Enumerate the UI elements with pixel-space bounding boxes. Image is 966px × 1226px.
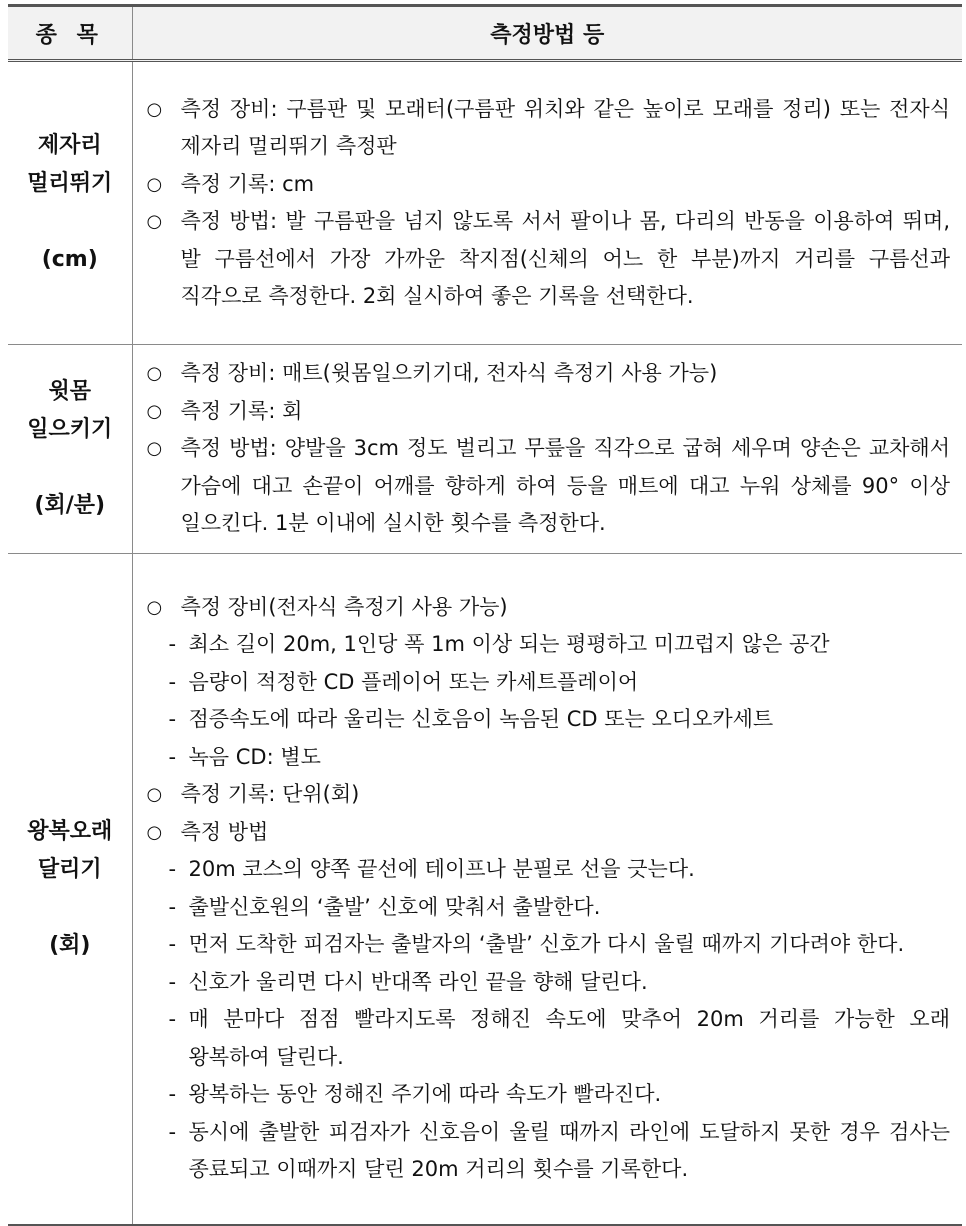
- list-item: ○ 측정 기록: cm: [147, 166, 951, 204]
- item-name-line: 일으키기: [27, 416, 113, 442]
- list-subitem: - 20m 코스의 양쪽 끝선에 테이프나 분필로 선을 긋는다.: [147, 851, 951, 889]
- item-name-line: 윗몸: [48, 378, 91, 404]
- list-subitem: - 최소 길이 20m, 1인당 폭 1m 이상 되는 평평하고 미끄럽지 않은 공간: [147, 626, 951, 664]
- list-subitem: - 출발신호원의 ‘출발’ 신호에 맞춰서 출발한다.: [147, 889, 951, 927]
- table-row: [8, 61, 962, 345]
- list-subitem: - 녹음 CD: 별도: [147, 739, 951, 777]
- list-item: ○ 측정 기록: 회: [147, 393, 951, 431]
- list-subitem: - 음량이 적정한 CD 플레이어 또는 카세트플레이어: [147, 664, 951, 702]
- list-item: ○ 측정 장비(전자식 측정기 사용 가능): [147, 589, 951, 627]
- list-item: ○ 측정 방법: 발 구름판을 넘지 않도록 서서 팔이나 몸, 다리의 반동을 이용하여 뛰며, 발 구름선에서 가장 가까운 착지점(신체의 어느 한 부분)까지 거리를 구름선과 직각으로 측정한다. 2회 실시하여 좋은 기록을 선택한다.: [147, 203, 951, 316]
- list-item: ○ 측정 방법: [147, 814, 951, 852]
- method-cell: [132, 61, 962, 345]
- item-cell: [8, 553, 132, 1225]
- method-cell: [132, 553, 962, 1225]
- list-subitem: - 점증속도에 따라 울리는 신호음이 녹음된 CD 또는 오디오카세트: [147, 701, 951, 739]
- list-item: ○ 측정 장비: 매트(윗몸일으키기대, 전자식 측정기 사용 가능): [147, 355, 951, 393]
- item-name-line: 달리기: [37, 856, 102, 882]
- list-subitem: - 먼저 도착한 피검자는 출발자의 ‘출발’ 신호가 다시 울릴 때까지 기다려야 한다.: [147, 926, 951, 964]
- list-subitem: - 왕복하는 동안 정해진 주기에 따라 속도가 빨라진다.: [147, 1076, 951, 1114]
- list-subitem: - 신호가 울리면 다시 반대쪽 라인 끝을 향해 달린다.: [147, 964, 951, 1002]
- list-item: ○ 측정 방법: 양발을 3cm 정도 벌리고 무릎을 직각으로 굽혀 세우며 양손은 교차해서 가슴에 대고 손끝이 어깨를 향하게 하여 등을 매트에 대고 누워 상체를 90° 이상 일으킨다. 1분 이내에 실시한 횟수를 측정한다.: [147, 430, 951, 543]
- table-row: [8, 345, 962, 554]
- list-subitem: - 동시에 출발한 피검자가 신호음이 울릴 때까지 라인에 도달하지 못한 경우 검사는 종료되고 이때까지 달린 20m 거리의 횟수를 기록한다.: [147, 1114, 951, 1189]
- item-unit: (회): [49, 932, 91, 958]
- item-cell: [8, 345, 132, 554]
- item-name-line: 멀리뛰기: [27, 171, 113, 196]
- item-cell: [8, 61, 132, 345]
- list-subitem: - 매 분마다 점점 빨라지도록 정해진 속도에 맞추어 20m 거리를 가능한 오래 왕복하여 달린다.: [147, 1001, 951, 1076]
- method-cell: [132, 345, 962, 554]
- table-row: [8, 553, 962, 1225]
- measurement-method-table: [8, 4, 962, 1226]
- list-item: ○ 측정 기록: 단위(회): [147, 776, 951, 814]
- list-item: ○ 측정 장비: 구름판 및 모래터(구름판 위치와 같은 높이로 모래를 정리) 또는 전자식 제자리 멀리뛰기 측정판: [147, 91, 951, 166]
- measurement-table-container: [8, 4, 962, 1226]
- header-method: 측정방법 등: [132, 6, 962, 61]
- item-unit: (회/분): [34, 492, 106, 518]
- table-header-row: [8, 6, 962, 61]
- item-unit: (cm): [41, 247, 98, 272]
- item-name-line: 왕복오래: [27, 818, 113, 844]
- header-item: 종 목: [8, 6, 132, 61]
- item-name-line: 제자리: [37, 133, 102, 158]
